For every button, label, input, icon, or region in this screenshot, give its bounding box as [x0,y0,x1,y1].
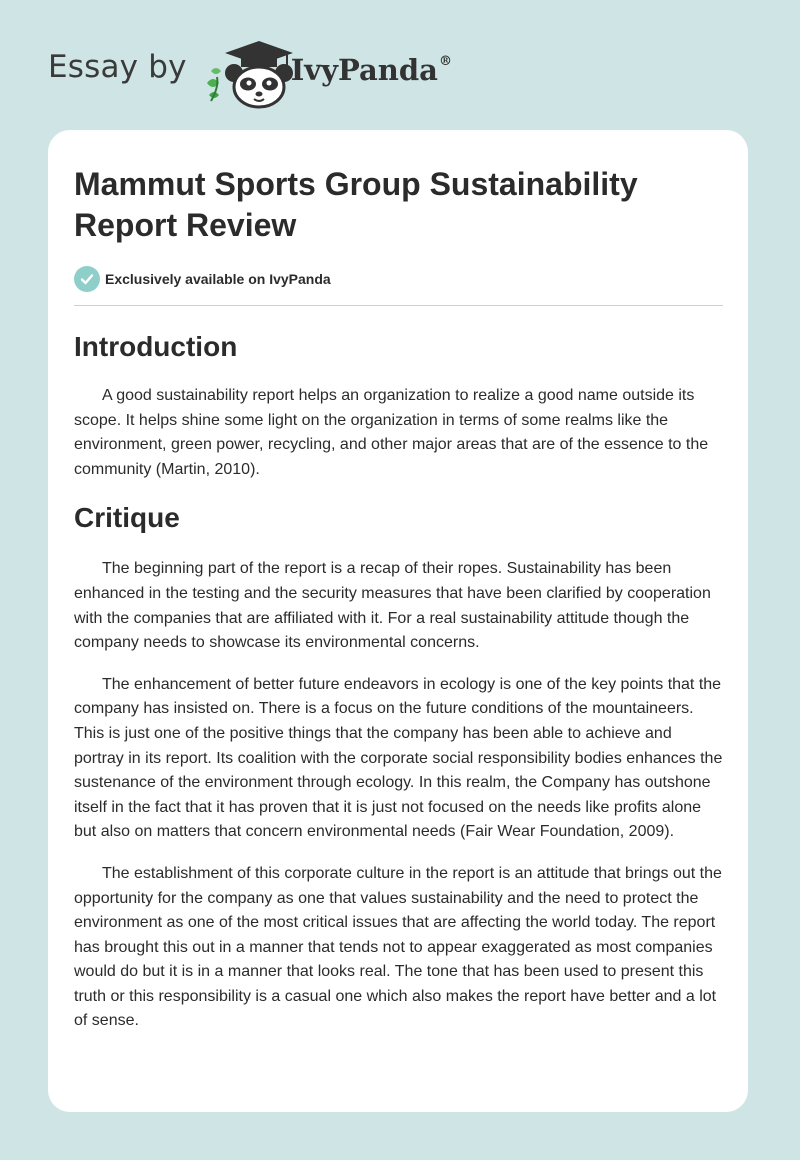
exclusive-badge [74,266,722,292]
panda-graduate-logo-icon[interactable] [201,37,297,109]
check-circle-icon [74,266,100,292]
divider [74,305,723,306]
section-heading-critique: Critique [74,502,180,534]
paragraph: The beginning part of the report is a recap of their ropes. Sustainability has been enhanced in the testing and the security measures that have been clarified by cooperation with the companies that are affiliated with it. For a real sustainability attitude though the company needs to showcase its environmental concerns. [74,560,711,652]
exclusive-label: Exclusively available on IvyPanda [105,271,331,287]
brand-name[interactable]: IvyPanda® [290,53,452,87]
paragraph: A good sustainability report helps an organization to realize a good name outside its scope. It helps shine some light on the organization in terms of some realms like the environment, green power, recycling, and other major areas that are of the essence to the community (Martin, 2010). [74,387,709,478]
paragraph: The enhancement of better future endeavors in ecology is one of the key points that the company has insisted on. There is a focus on the future conditions of the mountaineers. This is just one of the positive things that the company has been able to achieve and portray in its report. Its coalition with the corporate social responsibility bodies enhances the sustenance of the environment through ecology. In this realm, the Company has outshone itself in the fact that it has proven that it is just not focused on the needs like profits alone but also on matters that concern environmental needs (Fair Wear Foundation, 2009). [74,675,723,841]
page-title: Mammut Sports Group Sustainability Report Review [74,166,638,243]
essay-by-label: Essay by [48,49,187,85]
article-card [48,130,748,1112]
section-heading-introduction: Introduction [74,331,238,362]
site-header [48,36,548,106]
paragraph: The establishment of this corporate culture in the report is an attitude that brings out the opportunity for the company as one that values sustainability and the need to protect the environment as one of the most critical issues that are affecting the world today. The report has brought this out in a manner that tends not to appear exaggerated as most companies would do but it is in a manner that looks real. The tone that has been used to present this truth or this responsibility is a casual one which also makes the report have better and a lot of sense. [74,864,722,1030]
